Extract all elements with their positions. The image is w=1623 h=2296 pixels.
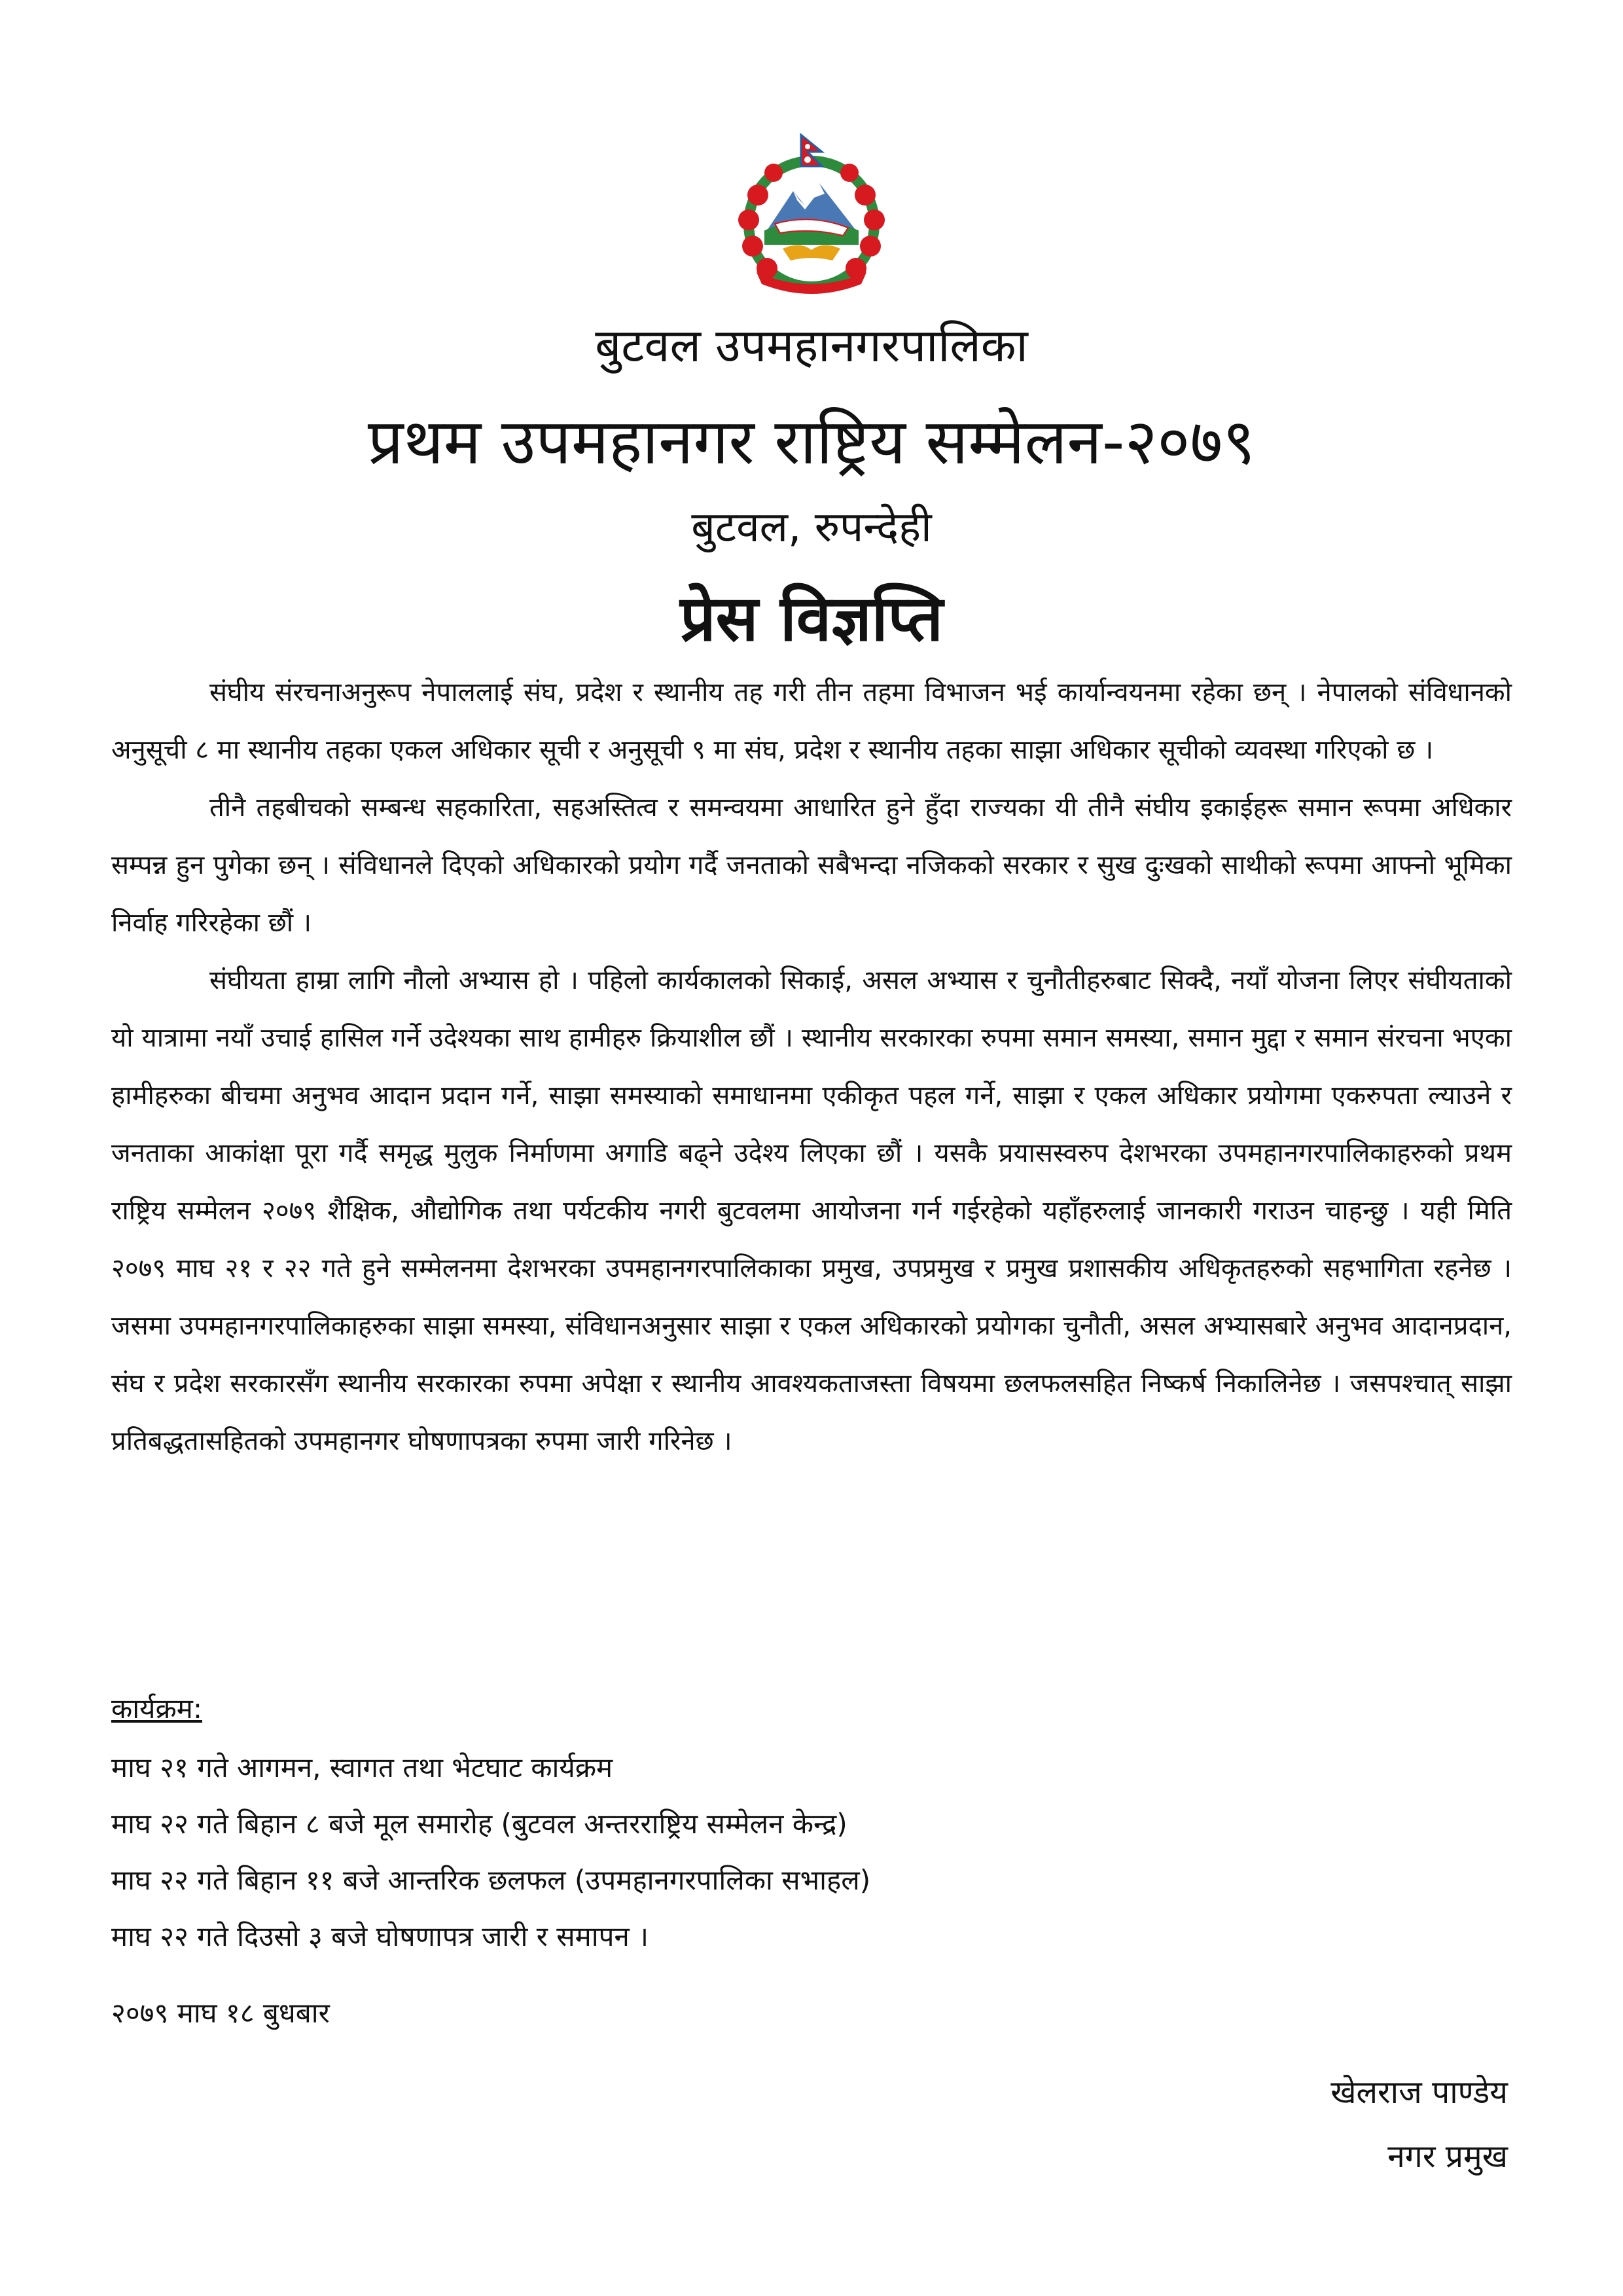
program-item: माघ २२ गते बिहान ११ बजे आन्तरिक छलफल (उपमहानगरपालिका सभाहल) xyxy=(111,1864,871,1896)
program-item: माघ २२ गते बिहान ८ बजे मूल समारोह (बुटवल अन्तरराष्ट्रिय सम्मेलन केन्द्र) xyxy=(111,1808,847,1840)
signatory-name: खेलराज पाण्डेय xyxy=(1330,2074,1508,2111)
document-type-heading: प्रेस विज्ञप्ति xyxy=(680,582,943,655)
emblem-graphic xyxy=(728,132,895,300)
program-item: माघ २१ गते आगमन, स्वागत तथा भेटघाट कार्यक्रम xyxy=(111,1751,613,1784)
press-release-body xyxy=(111,664,1512,1470)
program-section xyxy=(111,1681,1512,1965)
program-item: माघ २२ गते दिउसो ३ बजे घोषणापत्र जारी र समापन । xyxy=(111,1920,649,1952)
program-heading: कार्यक्रम: xyxy=(111,1693,203,1725)
signature-block xyxy=(1330,2060,1508,2189)
signatory-title: नगर प्रमुख xyxy=(1387,2138,1508,2175)
event-location: बुटवल, रुपन्देही xyxy=(691,503,932,552)
body-paragraph: तीनै तहबीचको सम्बन्ध सहकारिता, सहअस्तित्व र समन्वयमा आधारित हुने हुँदा राज्यका यी तीनै संघीय इकाईहरू समान रूपमा अधिकार सम्पन्न हुन पुगेका छन् । संविधानले दिएको अधिकारको प्रयोग गर्दै जनताको सबैभन्दा नजिकको सरकार र सुख दुःखको साथीको रूपमा आफ्नो भूमिका निर्वाह गरिरहेका छौं । xyxy=(111,793,1512,938)
body-paragraph: संघीय संरचनाअनुरूप नेपाललाई संघ, प्रदेश र स्थानीय तह गरी तीन तहमा विभाजन भई कार्यान्वयनमा रहेका छन् । नेपालको संविधानको अनुसूची ८ मा स्थानीय तहका एकल अधिकार सूची र अनुसूची ९ मा संघ, प्रदेश र स्थानीय तहका साझा अधिकार सूचीको व्यवस्था गरिएको छ । xyxy=(111,677,1512,765)
event-title: प्रथम उपमहानगर राष्ट्रिय सम्मेलन-२०७९ xyxy=(367,405,1256,478)
body-paragraph: संघीयता हाम्रा लागि नौलो अभ्यास हो । पहिलो कार्यकालको सिकाई, असल अभ्यास र चुनौतीहरुबाट सिक्दै, नयाँ योजना लिएर संघीयताको यो यात्रामा नयाँ उचाई हासिल गर्ने उदेश्यका साथ हामीहरु क्रियाशील छौं । स्थानीय सरकारका रुपमा समान समस्या, समान मुद्दा र समान संरचना भएका हामीहरुका बीचमा अनुभव आदान प्रदान गर्ने, साझा समस्याको समाधानमा एकीकृत पहल गर्ने, साझा र एकल अधिकार प्रयोगमा एकरुपता ल्याउने र जनताका आकांक्षा पूरा गर्दै समृद्ध मुलुक निर्माणमा अगाडि बढ्ने उदेश्य लिएका छौं । यसकै प्रयासस्वरुप देशभरका उपमहानगरपालिकाहरुको प्रथम राष्ट्रिय सम्मेलन २०७९ शैक्षिक, औद्योगिक तथा पर्यटकीय नगरी बुटवलमा आयोजना गर्न गईरहेको यहाँहरुलाई जानकारी गराउन चाहन्छु । यही मिति २०७९ माघ २१ र २२ गते हुने सम्मेलनमा देशभरका उपमहानगरपालिकाका प्रमुख, उपप्रमुख र प्रमुख प्रशासकीय अधिकृतहरुको सहभागिता रहनेछ । जसमा उपमहानगरपालिकाहरुका साझा समस्या, संविधानअनुसार साझा र एकल अधिकारको प्रयोगका चुनौती, असल अभ्यासबारे अनुभव आदानप्रदान, संघ र प्रदेश सरकारसँग स्थानीय सरकारका रुपमा अपेक्षा र स्थानीय आवश्यकताजस्ता विषयमा छलफलसहित निष्कर्ष निकालिनेछ । जसपश्चात् साझा प्रतिबद्धतासहितको उपमहानगर घोषणापत्रका रुपमा जारी गरिनेछ । xyxy=(111,965,1512,1456)
release-date: २०७९ माघ १८ बुधबार xyxy=(111,1997,330,2029)
organization-name: बुटवल उपमहानगरपालिका xyxy=(595,319,1028,372)
nepal-government-emblem xyxy=(728,132,895,300)
